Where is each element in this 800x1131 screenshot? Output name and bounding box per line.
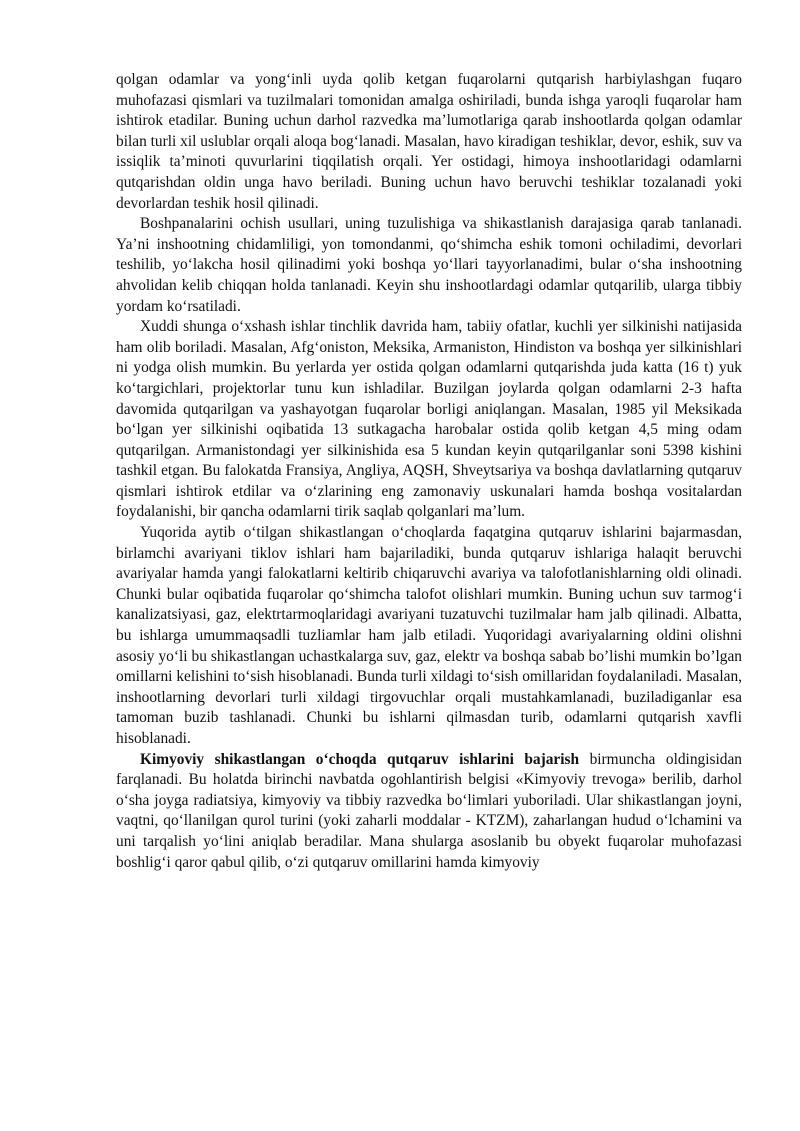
paragraph-5-text: birmuncha oldingisidan farqlanadi. Bu holatda birinchi navbatda ogohlantirish belgisi «Kimyoviy trevoga» berilib, darhol o‘sha joyga radiatsiya, kimyoviy va tibbiy razvedka bo‘limlari yuboriladi. Ular shikastlangan joyni, vaqtni, qo‘llanilgan qurol turini (yoki zaharli moddalar - KTZM), zaharlangan hudud o‘lchamini va uni tarqalish yo‘lini aniqlab beradilar. Mana shularga asoslanib bu obyekt fuqarolar muhofazasi boshlig‘i qaror qabul qilib, o‘zi qutqaruv omillarini hamda kimyoviy: [116, 750, 742, 871]
paragraph-2-text: Boshpanalarini ochish usullari, uning tuzulishiga va shikastlanish darajasiga qarab tanlanadi. Ya’ni inshootning chidamliligi, yon tomondanmi, qo‘shimcha eshik tomoni ochiladimi, devorlari teshilib, yo‘lakcha hosil qilinadimi yoki boshqa yo‘llari tayyorlanadimi, bular o‘sha inshootning ahvolidan kelib chiqqan holda tanlanadi. Keyin shu inshootlardagi odamlar qutqarilib, ularga tibbiy yordam ko‘rsatiladi.: [116, 215, 742, 315]
paragraph-4: [116, 523, 742, 750]
paragraph-5-heading: Kimyoviy shikastlangan o‘choqda qutqaruv ishlarini bajarish: [140, 750, 580, 768]
paragraph-3-text: Xuddi shunga o‘xshash ishlar tinchlik davrida ham, tabiiy ofatlar, kuchli yer silkinishi natijasida ham olib boriladi. Masalan, Afg‘oniston, Meksika, Armaniston, Hindiston va boshqa yer silkinishlari ni yodga olish mumkin. Bu yerlarda yer ostida qolgan odamlarni qutqarishda juda katta (16 t) yuk ko‘targichlari, projektorlar tunu kun ishladilar. Buzilgan joylarda qolgan odamlarni 2-3 hafta davomida qutqarilgan va yashayotgan fuqarolar borligi aniqlangan. Masalan, 1985 yil Meksikada bo‘lgan yer silkinishi oqibatida 13 sutkagacha harobalar ostida qolib ketgan 4,5 ming odam qutqarilgan. Armanistondagi yer silkinishida esa 5 kundan keyin qutqarilganlar soni 5398 kishini tashkil etgan. Bu falokatda Fransiya, Angliya, AQSH, Shveytsariya va boshqa davlatlarning qutqaruv qismlari ishtirok etdilar va o‘zlarining eng zamonaviy uskunalari hamda boshqa vositalardan foydalanishi, bir qancha odamlarni tirik saqlab qolganlari ma’lum.: [116, 318, 742, 521]
paragraph-3: [116, 317, 742, 523]
paragraph-4-text: Yuqorida aytib o‘tilgan shikastlangan o‘choqlarda faqatgina qutqaruv ishlarini bajarmasdan, birlamchi avariyani tiklov ishlari ham bajariladiki, bunda qutqaruv ishlariga halaqit beruvchi avariyalar hamda yangi falokatlarni keltirib chiqaruvchi avariya va talofotlanishlarning oldi olinadi. Chunki bular oqibatida fuqarolar qo‘shimcha talofot olishlari mumkin. Buning uchun suv tarmog‘i kanalizatsiyasi, gaz, elektrtarmoqlaridagi avariyani tuzatuvchi tuzilmalar ham jalb qilinadi. Albatta, bu ishlarga umummaqsadli tuzliamlar ham jalb etiladi. Yuqoridagi avariyalarning oldini olishni asosiy yo‘li bu shikastlangan uchastkalarga suv, gaz, elektr va boshqa sabab bo’lishi mumkin bo’lgan omillarni kelishini to‘sish hisoblanadi. Bunda turli xildagi to‘sish omillaridan foydalaniladi. Masalan, inshootlarning devorlari turli xildagi tirgovuchlar orqali mustahkamlanadi, buziladiganlar esa tamoman buzib tashlanadi. Chunki bu ishlarni qilmasdan turib, odamlarni qutqarish xavfli hisoblanadi.: [116, 524, 742, 747]
paragraph-1-text: qolgan odamlar va yong‘inli uyda qolib ketgan fuqarolarni qutqarish harbiylashgan fuqaro muhofazasi qismlari va tuzilmalari tomonidan amalga oshiriladi, bunda ishga yaroqli fuqarolar ham ishtirok etadilar. Buning uchun darhol razvedka ma’lumotlariga qarab inshootlarda qolgan odamlar bilan turli xil uslublar orqali aloqa bog‘lanadi. Masalan, havo kiradigan teshiklar, devor, eshik, suv va issiqlik ta’minoti quvurlarini tiqqilatish orqali. Yer ostidagi, himoya inshootlaridagi odamlarni qutqarishdan oldin unga havo beriladi. Buning uchun havo beruvchi teshiklar tozalanadi yoki devorlardan teshik hosil qilinadi.: [116, 71, 742, 212]
paragraph-5: [116, 750, 742, 874]
paragraph-2: [116, 214, 742, 317]
document-page: [116, 70, 742, 873]
paragraph-1: [116, 70, 742, 214]
